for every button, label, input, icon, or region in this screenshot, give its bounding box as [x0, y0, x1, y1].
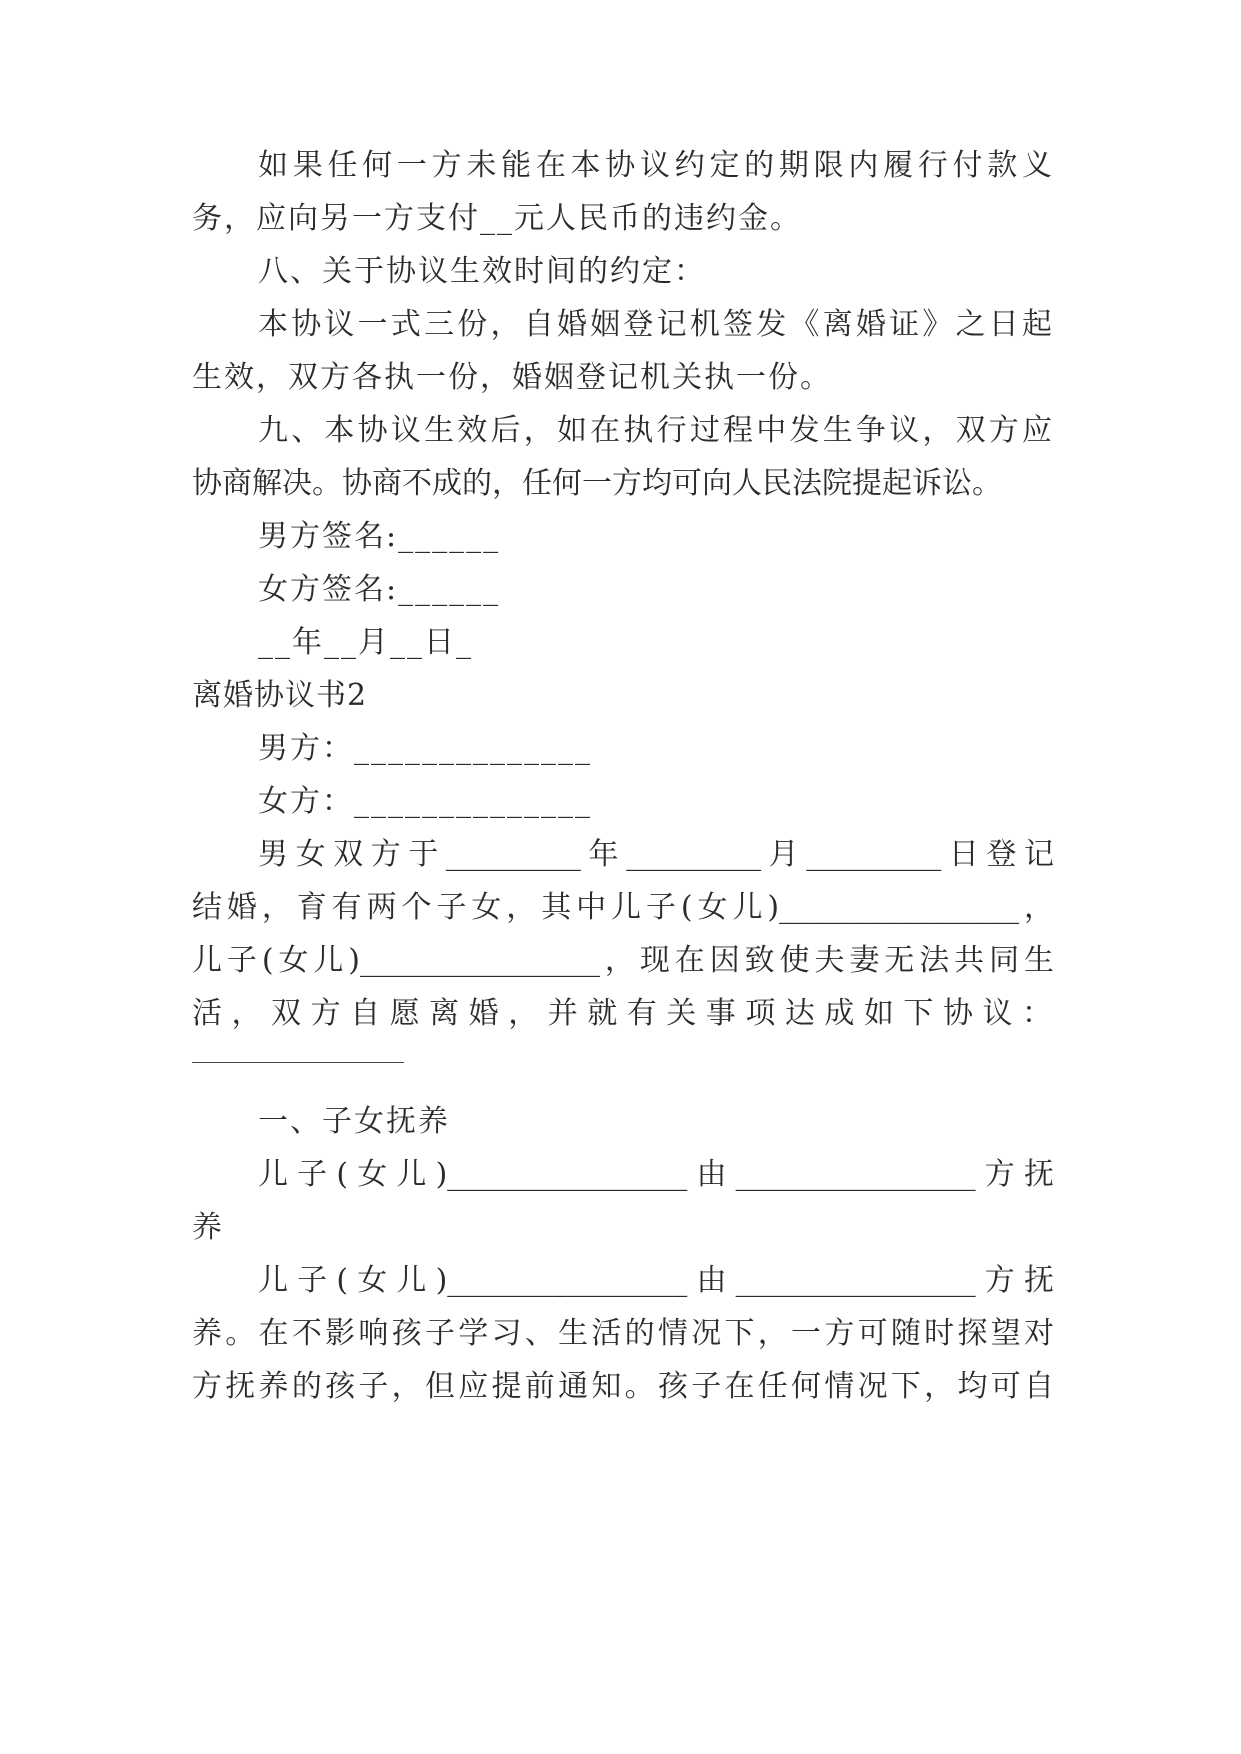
paragraph-line: 活，双方自愿离婚，并就有关事项达成如下协议：: [192, 996, 1054, 1031]
paragraph-line: 务，应向另一方支付__元人民币的违约金。: [192, 201, 802, 236]
female-party-line: 女方：______________: [258, 784, 592, 819]
paragraph-line: 本协议一式三份，自婚姻登记机签发《离婚证》之日起: [258, 307, 1054, 342]
paragraph-line: 男女双方于_________年_________月_________日登记: [258, 837, 1054, 872]
date-line: __年__月__日_: [258, 625, 473, 660]
document-title: 离婚协议书2: [192, 678, 368, 713]
blank-underline: [192, 1062, 404, 1063]
paragraph-line: 养。在不影响孩子学习、生活的情况下，一方可随时探望对: [192, 1316, 1054, 1351]
paragraph-line: 儿子(女儿)________________由________________方抚: [258, 1157, 1054, 1192]
section-heading: 一、子女抚养: [258, 1104, 450, 1139]
section-heading: 八、关于协议生效时间的约定：: [258, 254, 706, 289]
female-signature-line: 女方签名:______: [258, 572, 501, 607]
document-page: [192, 0, 1054, 1754]
paragraph-line: 结婚，育有两个子女，其中儿子(女儿)________________，: [192, 890, 1054, 925]
paragraph-line: 生效，双方各执一份，婚姻登记机关执一份。: [192, 360, 832, 395]
male-signature-line: 男方签名:______: [258, 519, 501, 554]
paragraph-line: 方抚养的孩子，但应提前通知。孩子在任何情况下，均可自: [192, 1369, 1054, 1404]
paragraph-line: 九、本协议生效后，如在执行过程中发生争议，双方应: [258, 413, 1054, 448]
paragraph-line: 儿子(女儿)________________由________________方抚: [258, 1263, 1054, 1298]
paragraph-line: 儿子(女儿)________________，现在因致使夫妻无法共同生: [192, 943, 1054, 978]
paragraph-line: 协商解决。协商不成的，任何一方均可向人民法院提起诉讼。: [192, 466, 1002, 501]
male-party-line: 男方：______________: [258, 731, 592, 766]
paragraph-line: 如果任何一方未能在本协议约定的期限内履行付款义: [258, 148, 1054, 183]
paragraph-line: 养: [192, 1210, 224, 1245]
